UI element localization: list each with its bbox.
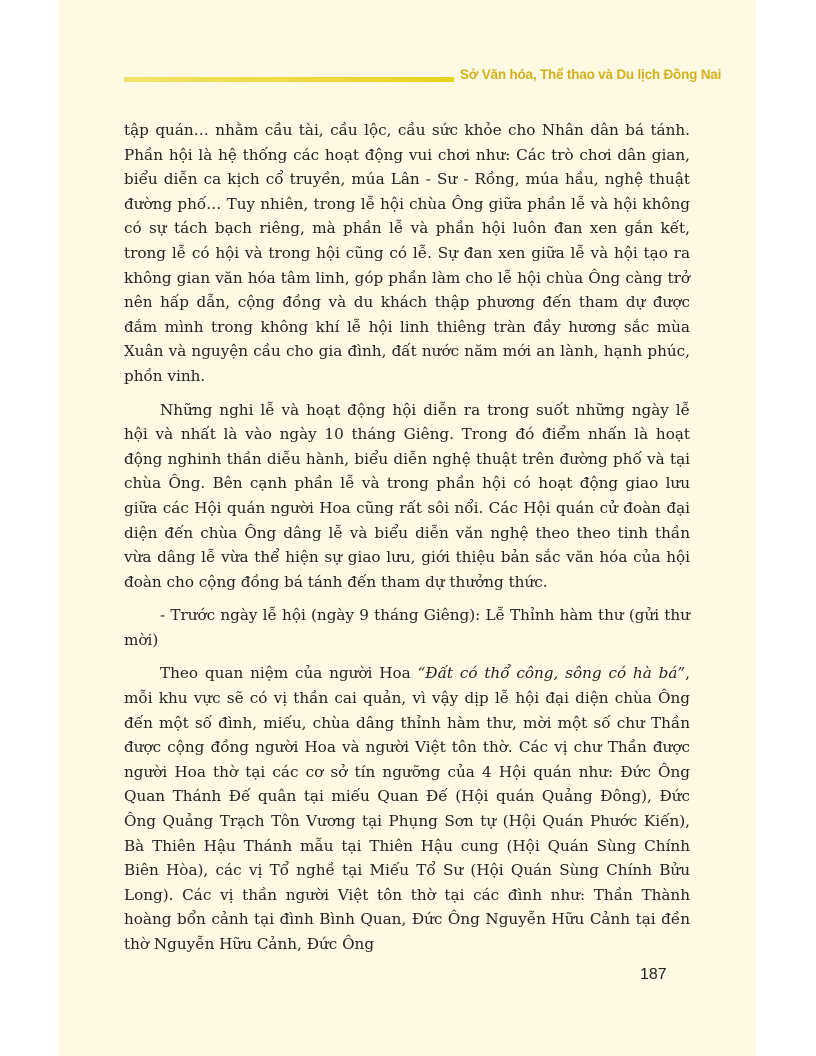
header-rule: [124, 77, 454, 82]
paragraph-4-rest: , mỗi khu vực sẽ có vị thần cai quản, vì vậy dịp lễ hội đại diện chùa Ông đến một số đình, miếu, chùa dâng thỉnh hàm thư, mời một số chư Thần được cộng đồng người Hoa và người Việt tôn thờ. Các vị chư Thần được người Hoa thờ tại các cơ sở tín ngưỡng của 4 Hội quán như: Đức Ông Quan Thánh Đế quân tại miếu Quan Đế (Hội quán Quảng Đông), Đức Ông Quảng Trạch Tôn Vương tại Phụng Sơn tự (Hội Quán Phước Kiến), Bà Thiên Hậu Thánh mẫu tại Thiên Hậu cung (Hội Quán Sùng Chính Biên Hòa), các vị Tổ nghề tại Miếu Tổ Sư (Hội Quán Sùng Chính Bửu Long). Các vị thần người Việt tôn thờ tại các đình như: Thần Thành hoàng bổn cảnh tại đình Bình Quan, Đức Ông Nguyễn Hữu Cảnh tại đền thờ Nguyễn Hữu Cảnh, Đức Ông: [124, 664, 690, 953]
running-header: Sở Văn hóa, Thể thao và Du lịch Đồng Nai: [460, 67, 722, 82]
page-number: 187: [640, 966, 667, 983]
paragraph-3: - Trước ngày lễ hội (ngày 9 tháng Giêng): Lễ Thỉnh hàm thư (gửi thư mời): [124, 606, 690, 649]
paragraph-2: Những nghi lễ và hoạt động hội diễn ra trong suốt những ngày lễ hội và nhất là vào ngày 10 tháng Giêng. Trong đó điểm nhấn là hoạt động nghinh thần diễu hành, biểu diễn nghệ thuật trên đường phố và tại chùa Ông. Bên cạnh phần lễ và trong phần hội có hoạt động giao lưu giữa các Hội quán người Hoa cũng rất sôi nổi. Các Hội quán cử đoàn đại diện đến chùa Ông dâng lễ và biểu diễn văn nghệ theo theo tinh thần vừa dâng lễ vừa thể hiện sự giao lưu, giới thiệu bản sắc văn hóa của hội đoàn cho cộng đồng bá tánh đến tham dự thưởng thức.: [124, 400, 690, 591]
body-text: [124, 118, 690, 966]
paragraph-4-quote: “Đất có thổ công, sông có hà bá”: [417, 664, 686, 683]
paragraph-4-intro: Theo quan niệm của người Hoa: [160, 664, 418, 683]
paragraph-1: tập quán… nhằm cầu tài, cầu lộc, cầu sức khỏe cho Nhân dân bá tánh. Phần hội là hệ thống các hoạt động vui chơi như: Các trò chơi dân gian, biểu diễn ca kịch cổ truyền, múa Lân - Sư - Rồng, múa hầu, nghệ thuật đường phố… Tuy nhiên, trong lễ hội chùa Ông giữa phần lễ và hội không có sự tách bạch riêng, mà phần lễ và phần hội luôn đan xen gắn kết, trong lễ có hội và trong hội cũng có lễ. Sự đan xen giữa lễ và hội tạo ra không gian văn hóa tâm linh, góp phần làm cho lễ hội chùa Ông càng trở nên hấp dẫn, cộng đồng và du khách thập phương đến tham dự được đắm mình trong không khí lễ hội linh thiêng tràn đầy hương sắc mùa Xuân và nguyện cầu cho gia đình, đất nước năm mới an lành, hạnh phúc, phồn vinh.: [124, 121, 690, 385]
paragraph-4: [124, 661, 690, 956]
